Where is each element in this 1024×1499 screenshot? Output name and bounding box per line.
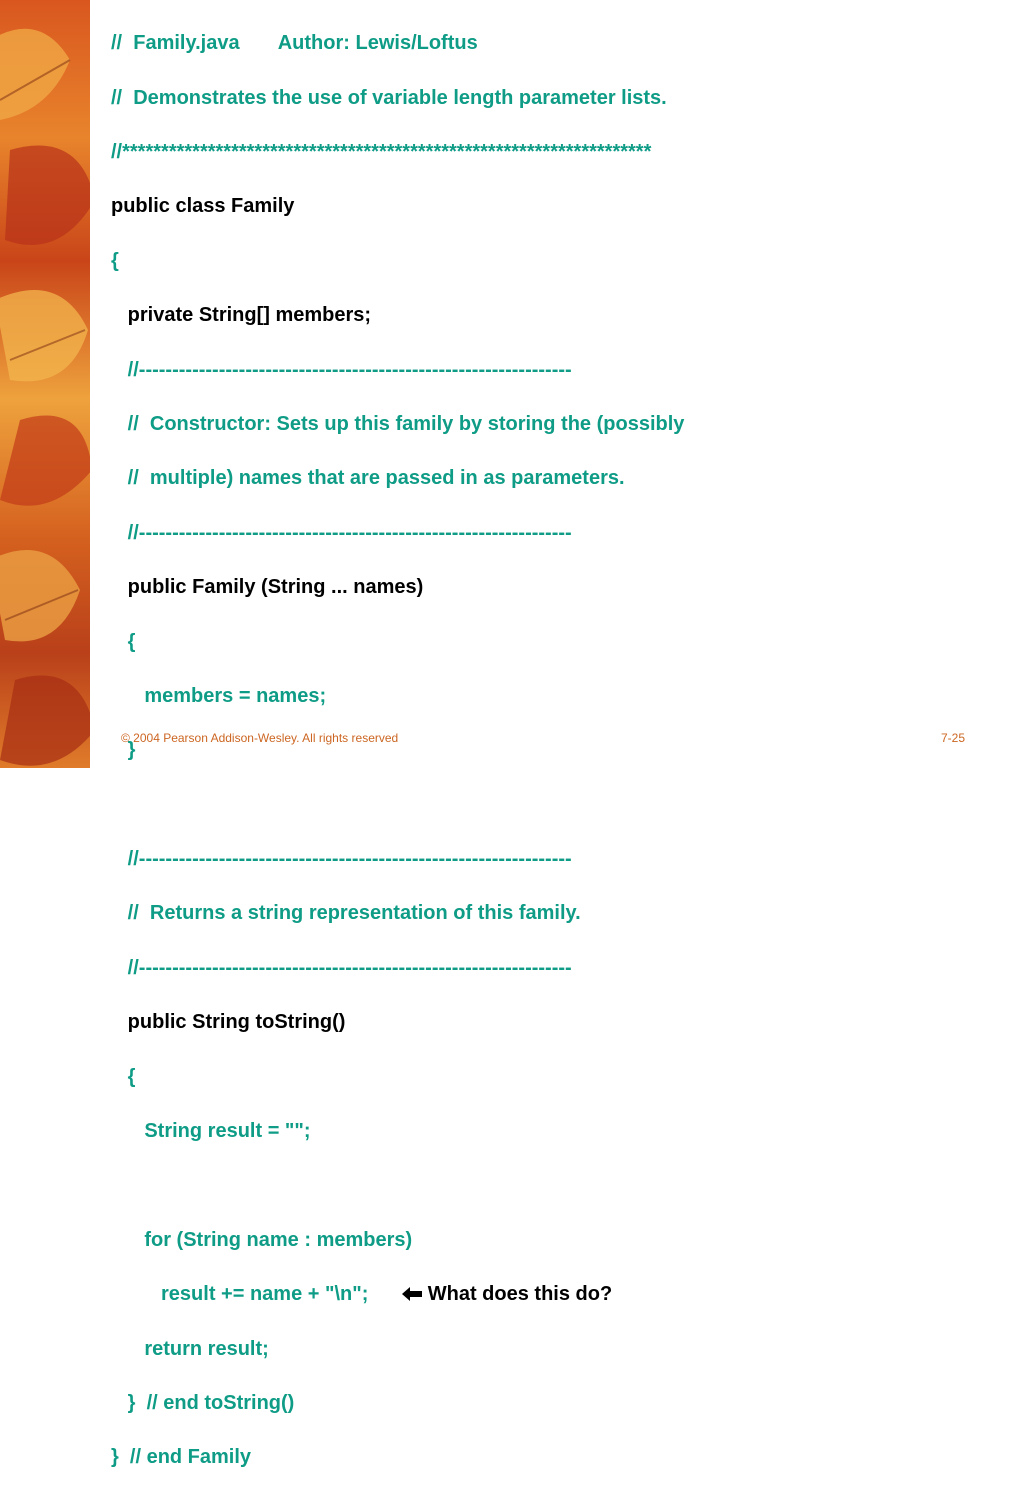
code-line: return result; [111, 1337, 269, 1360]
code-line: { [111, 630, 136, 653]
annotation [402, 1283, 612, 1305]
code-line: // Demonstrates the use of variable length parameter lists. [111, 86, 667, 109]
copyright-footer: © 2004 Pearson Addison-Wesley. All rights reserved [121, 731, 399, 745]
code-line: result += name + "\n"; [111, 1283, 402, 1306]
code-line: public class Family [111, 195, 295, 218]
code-line: private String[] members; [111, 304, 372, 327]
code-line: { [111, 1065, 136, 1088]
left-arrow-icon [402, 1287, 422, 1301]
autumn-leaves-decoration [0, 0, 90, 768]
java-source-code [111, 3, 1011, 1499]
code-line-with-annotation [111, 1281, 1011, 1308]
code-line: public Family (String ... names) [111, 576, 424, 599]
slide-number: 7-25 [941, 731, 966, 745]
code-line: //******************************************************************** [111, 140, 652, 163]
code-line: // multiple) names that are passed in as parameters. [111, 467, 625, 490]
code-line: { [111, 249, 119, 272]
code-line: //----------------------------------------------------------------- [111, 521, 572, 544]
code-line: members = names; [111, 684, 327, 707]
code-line: // Family.java Author: Lewis/Loftus [111, 32, 478, 55]
code-line [111, 1172, 1011, 1199]
code-line [111, 792, 1011, 819]
code-line: String result = ""; [111, 1120, 311, 1143]
code-line: } // end Family [111, 1446, 252, 1469]
code-line: for (String name : members) [111, 1228, 413, 1251]
code-line: // Returns a string representation of this family. [111, 902, 581, 925]
code-line: //----------------------------------------------------------------- [111, 358, 572, 381]
code-line: public String toString() [111, 1011, 346, 1034]
code-line: //----------------------------------------------------------------- [111, 848, 572, 871]
code-line: } [111, 739, 136, 762]
code-line: } // end toString() [111, 1391, 295, 1414]
code-line: //----------------------------------------------------------------- [111, 956, 572, 979]
code-line: // Constructor: Sets up this family by storing the (possibly [111, 412, 685, 435]
annotation-text: What does this do? [427, 1283, 613, 1306]
